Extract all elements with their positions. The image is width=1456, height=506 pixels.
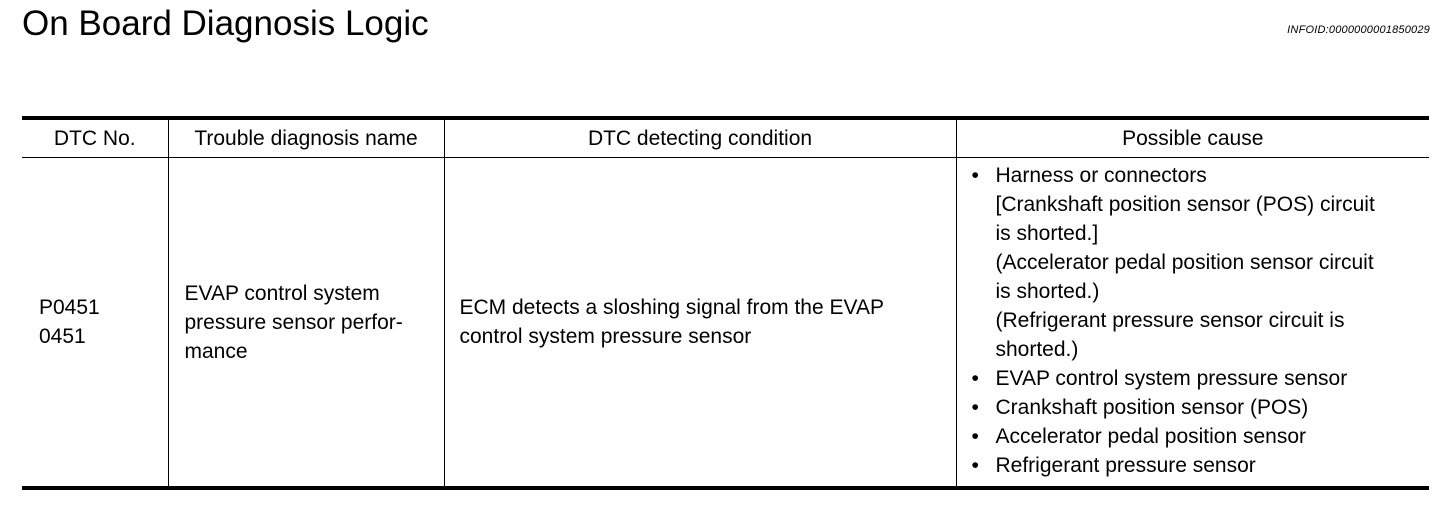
cause-text: EVAP control system pressure sensor	[995, 367, 1348, 390]
page-title: On Board Diagnosis Logic	[22, 4, 429, 43]
list-item	[957, 161, 1430, 364]
bullet-icon: •	[971, 164, 979, 187]
cause-detail: [Crankshaft position sensor (POS) circuit	[995, 193, 1375, 216]
dtc-code-short: 0451	[39, 325, 86, 348]
cause-text: Accelerator pedal position sensor	[995, 425, 1307, 448]
list-item	[957, 451, 1430, 480]
column-header-possible-cause: Possible cause	[956, 118, 1429, 158]
bullet-icon: •	[971, 454, 979, 477]
detecting-condition-cell	[444, 158, 956, 489]
possible-cause-list	[957, 161, 1430, 480]
column-header-trouble-diagnosis-name: Trouble diagnosis name	[168, 118, 444, 158]
dtc-code: P0451	[39, 296, 100, 319]
list-item	[957, 364, 1430, 393]
info-id: INFOID:0000000001850029	[1287, 24, 1430, 36]
list-item	[957, 422, 1430, 451]
possible-cause-cell	[956, 158, 1429, 489]
column-header-dtc-detecting-condition: DTC detecting condition	[444, 118, 956, 158]
cause-detail: (Accelerator pedal position sensor circuit	[995, 251, 1374, 274]
cause-detail: (Refrigerant pressure sensor circuit is	[995, 309, 1345, 332]
table-row	[22, 158, 1429, 489]
bullet-icon: •	[971, 425, 979, 448]
cause-text: Crankshaft position sensor (POS)	[995, 396, 1309, 419]
cause-detail: is shorted.)	[995, 280, 1100, 303]
trouble-diagnosis-name-cell	[168, 158, 444, 489]
dtc-table	[22, 116, 1429, 490]
condition-line: ECM detects a sloshing signal from the EVAP	[459, 296, 884, 319]
column-header-dtc-no: DTC No.	[53, 127, 136, 150]
condition-line: control system pressure sensor	[459, 325, 752, 348]
diagnosis-name-line: EVAP control system	[184, 281, 380, 305]
list-item	[957, 393, 1430, 422]
cause-text: Refrigerant pressure sensor	[995, 454, 1256, 477]
diagnosis-name-line: pressure sensor perfor-	[184, 310, 403, 334]
cause-detail: shorted.)	[995, 338, 1079, 361]
diagnosis-name-line: mance	[184, 339, 248, 363]
table-header-row	[22, 118, 1429, 158]
bullet-icon: •	[971, 396, 979, 419]
cause-text: Harness or connectors	[995, 164, 1207, 187]
dtc-number-cell	[22, 158, 168, 489]
cause-detail: is shorted.]	[995, 222, 1099, 245]
bullet-icon: •	[971, 367, 979, 390]
